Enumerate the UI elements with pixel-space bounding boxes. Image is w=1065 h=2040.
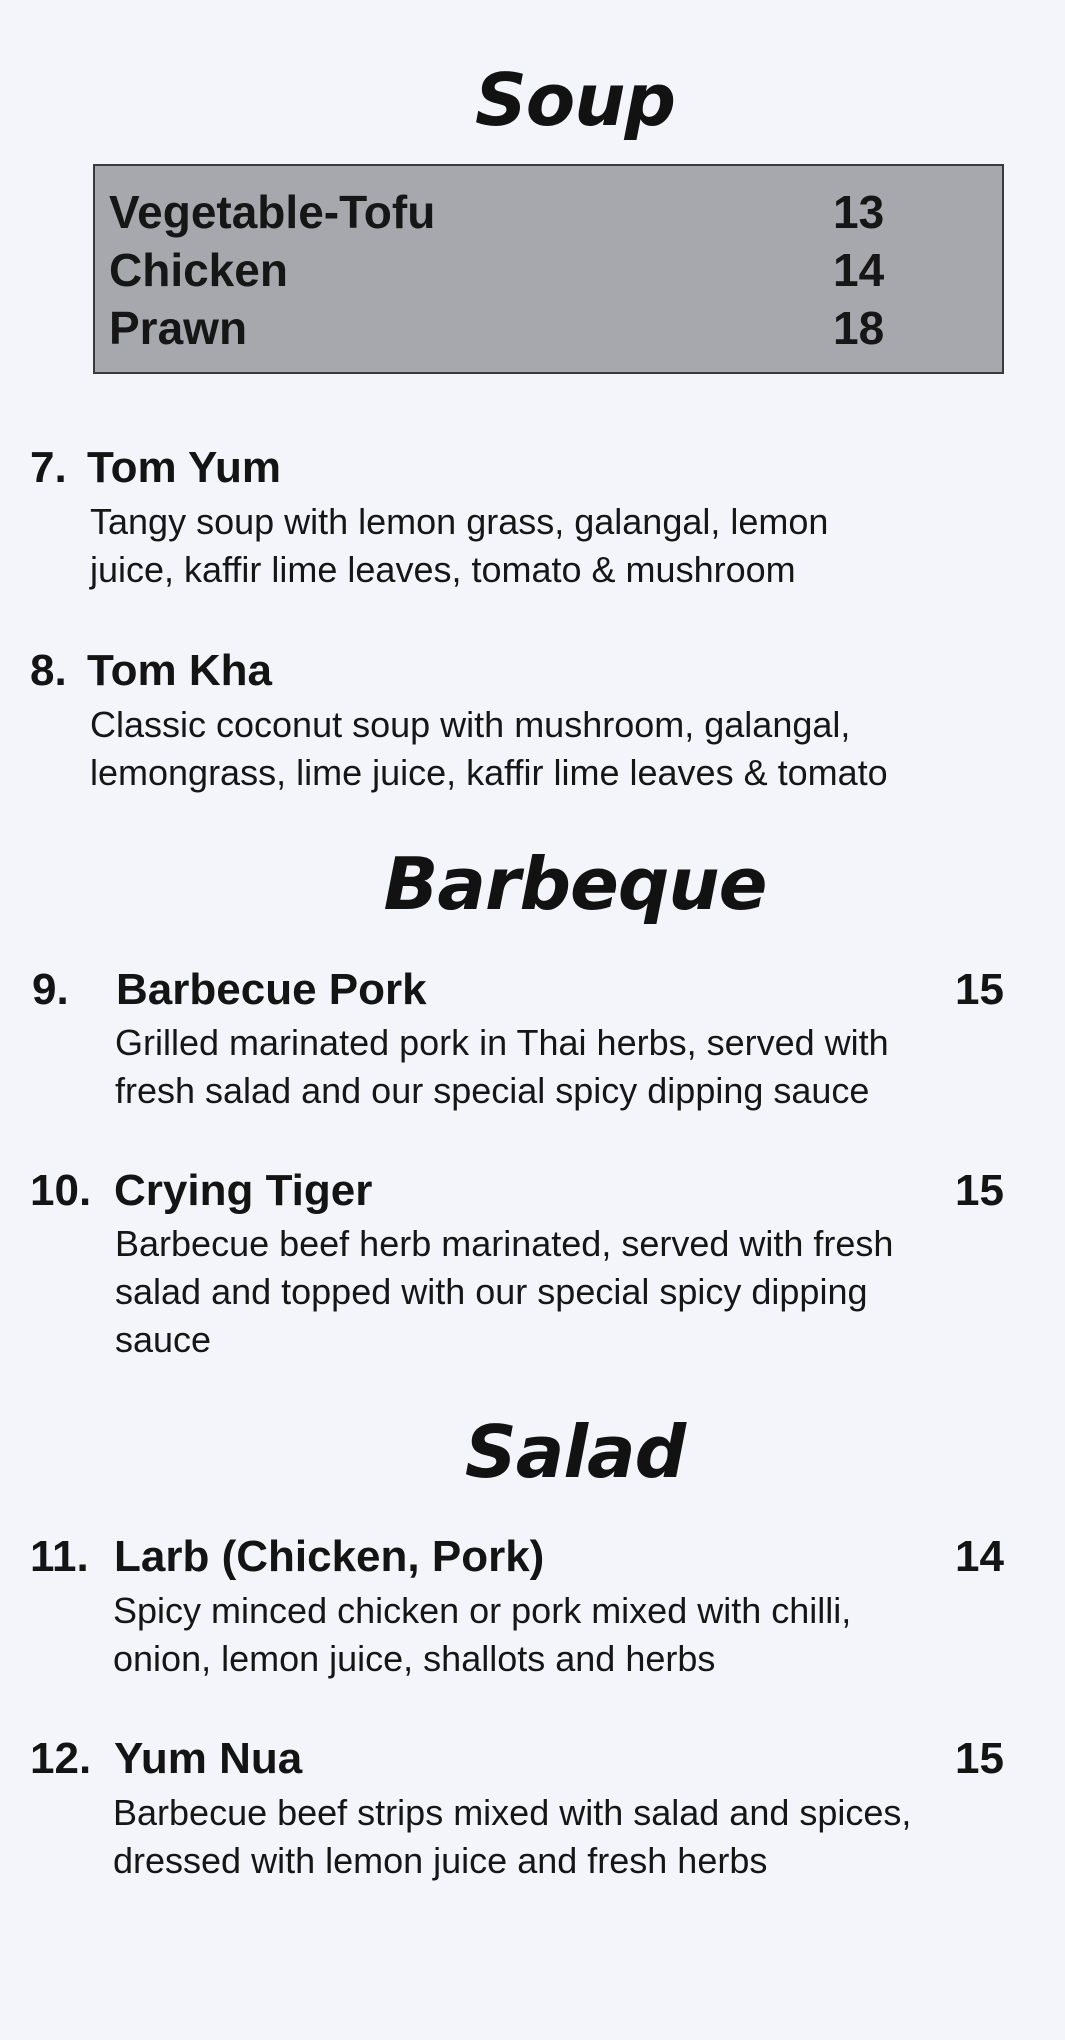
item-description-line: Barbecue beef herb marinated, served with fresh (115, 1223, 894, 1264)
item-description-line: salad and topped with our special spicy dipping (115, 1271, 868, 1312)
item-name: Crying Tiger (114, 1166, 373, 1215)
item-description-line: Classic coconut soup with mushroom, galangal, (90, 704, 851, 745)
item-description-line: onion, lemon juice, shallots and herbs (113, 1638, 716, 1679)
item-price: 15 (955, 1166, 1004, 1215)
item-description-line: lemongrass, lime juice, kaffir lime leaves & tomato (90, 752, 888, 793)
item-description (115, 1019, 889, 1115)
item-description (113, 1789, 911, 1885)
item-description (113, 1587, 851, 1683)
soup-price-row (109, 241, 989, 299)
item-name: Yum Nua (114, 1734, 303, 1783)
menu-item-yum-nua (0, 1733, 1065, 1881)
item-description-line: Spicy minced chicken or pork mixed with chilli, (113, 1590, 852, 1631)
item-number: 12. (30, 1734, 92, 1783)
item-name: Tom Kha (87, 646, 272, 695)
soup-option-name: Chicken (109, 244, 288, 296)
item-name: Tom Yum (87, 443, 281, 492)
item-description-line: Grilled marinated pork in Thai herbs, served with (115, 1022, 889, 1063)
item-description-line: juice, kaffir lime leaves, tomato & mushroom (90, 549, 796, 590)
section-title-soup: Soup (474, 58, 676, 142)
item-number: 8. (30, 646, 67, 695)
item-price: 14 (955, 1532, 1004, 1581)
soup-option-name: Prawn (109, 302, 248, 354)
soup-option-price: 13 (833, 186, 885, 238)
item-description-line: Tangy soup with lemon grass, galangal, lemon (90, 501, 829, 542)
item-description (115, 1220, 893, 1364)
item-description-line: dressed with lemon juice and fresh herbs (113, 1840, 768, 1881)
soup-price-row (109, 183, 989, 241)
item-number: 10. (30, 1166, 92, 1215)
section-title-barbeque: Barbeque (383, 842, 767, 926)
item-price: 15 (955, 965, 1004, 1014)
soup-option-price: 18 (833, 302, 885, 354)
item-number: 11. (30, 1532, 89, 1581)
item-number: 7. (30, 443, 67, 492)
item-name: Barbecue Pork (116, 965, 427, 1014)
menu-item-tom-yum (0, 442, 1065, 590)
section-title-salad: Salad (464, 1410, 686, 1494)
item-name: Larb (Chicken, Pork) (114, 1532, 545, 1581)
item-description-line: sauce (115, 1319, 212, 1360)
menu-item-crying-tiger (0, 1165, 1065, 1360)
item-price: 15 (955, 1734, 1004, 1783)
soup-price-row (109, 299, 989, 357)
menu-item-larb (0, 1531, 1065, 1679)
soup-option-name: Vegetable-Tofu (109, 186, 436, 238)
item-description-line: Barbecue beef strips mixed with salad and spices, (113, 1792, 912, 1833)
menu-item-tom-kha (0, 645, 1065, 793)
item-number: 9. (32, 965, 69, 1014)
menu-item-barbecue-pork (0, 964, 1065, 1111)
item-description-line: fresh salad and our special spicy dipping sauce (115, 1070, 870, 1111)
item-description (90, 701, 888, 797)
soup-price-box (93, 164, 1004, 374)
soup-option-price: 14 (833, 244, 885, 296)
item-description (90, 498, 828, 594)
